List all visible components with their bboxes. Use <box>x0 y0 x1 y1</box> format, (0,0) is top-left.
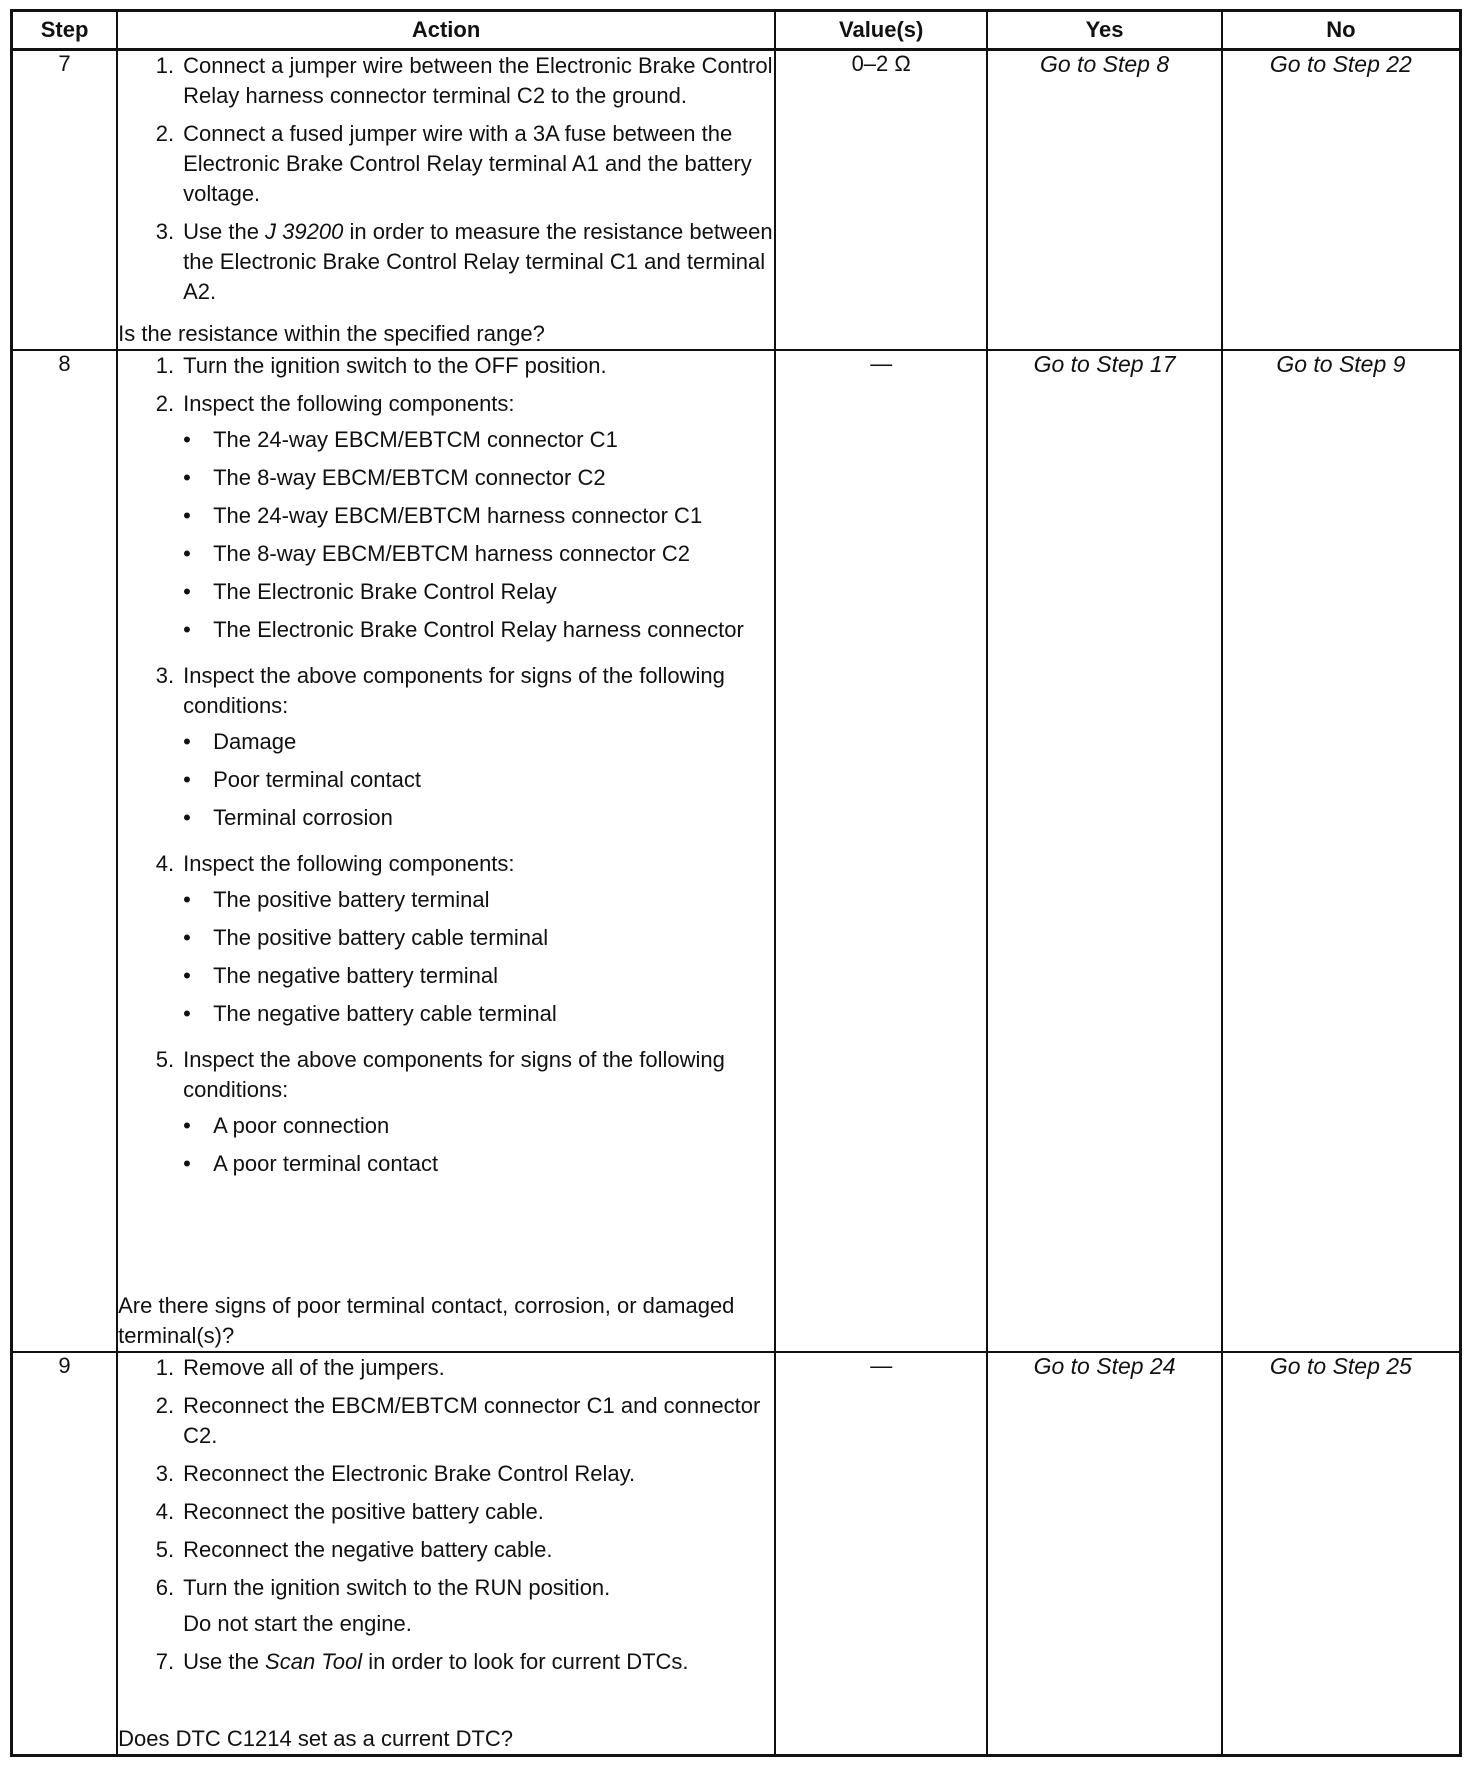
action-steps <box>118 1353 774 1685</box>
bullet-icon: • <box>183 962 191 988</box>
list-item: 3. Use the J 39200 in order to measure the resistance between the Electronic Brake Control Relay terminal C1 and terminal A2. <box>155 219 773 304</box>
diagnostic-table <box>10 9 1462 1757</box>
yes-outcome: Go to Step 24 <box>987 1352 1221 1756</box>
list-item: 5. Reconnect the negative battery cable. <box>155 1536 553 1562</box>
list-item: • The 24-way EBCM/EBTCM harness connector C1 <box>183 501 774 531</box>
list-item: • The Electronic Brake Control Relay harness connector <box>183 615 774 645</box>
header-no: No <box>1222 11 1461 50</box>
list-item: 2. Reconnect the EBCM/EBTCM connector C1 and connector C2. <box>155 1392 761 1448</box>
condition-list <box>183 1111 774 1179</box>
condition-list <box>183 727 774 833</box>
list-item: 7. Use the Scan Tool in order to look for current DTCs. <box>155 1648 689 1674</box>
list-item: 1. Turn the ignition switch to the OFF position. <box>155 352 607 378</box>
bullet-icon: • <box>183 924 191 950</box>
list-item: 3. Reconnect the Electronic Brake Control Relay. <box>155 1460 636 1486</box>
list-item: 2. Inspect the following components: • The 24-way EBCM/EBTCM connector C1 • The 8-way EBCM/EBTCM connector C2 • The 24-way EBCM/EBTCM harness connector C1 • The 8-way EBCM/EBTCM harness connector C2 • The Electronic Brake Control Relay • The Electronic Brake Control Relay harness connector <box>118 389 774 653</box>
action-steps <box>118 351 774 1195</box>
table-row-step-8 <box>12 350 1461 1352</box>
bullet-icon: • <box>183 464 191 490</box>
header-action: Action <box>117 11 775 50</box>
bullet-icon: • <box>183 1000 191 1026</box>
no-outcome: Go to Step 9 <box>1222 350 1461 1352</box>
step-number: 7 <box>12 50 118 350</box>
no-outcome: Go to Step 25 <box>1222 1352 1461 1756</box>
list-item: 4. Inspect the following components: • The positive battery terminal • The positive battery cable terminal • The negative battery terminal • The negative battery cable terminal <box>118 849 774 1037</box>
value-cell: — <box>775 1352 987 1756</box>
table-row-step-7 <box>12 50 1461 350</box>
decision-question: Are there signs of poor terminal contact, corrosion, or damaged terminal(s)? <box>118 1292 735 1348</box>
bullet-icon: • <box>183 540 191 566</box>
list-item: • The 24-way EBCM/EBTCM connector C1 <box>183 425 774 455</box>
list-item: • Terminal corrosion <box>183 803 774 833</box>
header-yes: Yes <box>987 11 1221 50</box>
bullet-icon: • <box>183 804 191 830</box>
list-item: • The positive battery cable terminal <box>183 923 774 953</box>
list-item: • The negative battery terminal <box>183 961 774 991</box>
action-cell <box>117 50 775 350</box>
value-cell: — <box>775 350 987 1352</box>
list-item: 6. Turn the ignition switch to the RUN position. Do not start the engine. <box>118 1573 774 1639</box>
no-outcome: Go to Step 22 <box>1222 50 1461 350</box>
header-values: Value(s) <box>775 11 987 50</box>
list-item: 1. Remove all of the jumpers. <box>155 1354 445 1380</box>
bullet-icon: • <box>183 616 191 642</box>
component-list <box>183 885 774 1029</box>
list-item: 5. Inspect the above components for signs of the following conditions: • A poor connection • A poor terminal contact <box>118 1045 774 1187</box>
list-item: • Poor terminal contact <box>183 765 774 795</box>
header-step: Step <box>12 11 118 50</box>
component-list <box>183 425 774 645</box>
bullet-icon: • <box>183 578 191 604</box>
decision-question: Is the resistance within the specified range? <box>118 320 545 346</box>
list-item: • The 8-way EBCM/EBTCM connector C2 <box>183 463 774 493</box>
table-header-row <box>12 11 1461 50</box>
bullet-icon: • <box>183 728 191 754</box>
list-item: 2. Connect a fused jumper wire with a 3A fuse between the Electronic Brake Control Relay terminal A1 and the battery voltage. <box>155 121 752 206</box>
list-item: • The negative battery cable terminal <box>183 999 774 1029</box>
bullet-icon: • <box>183 1112 191 1138</box>
bullet-icon: • <box>183 886 191 912</box>
bullet-icon: • <box>183 502 191 528</box>
action-cell <box>117 1352 775 1756</box>
list-item: 3. Inspect the above components for signs of the following conditions: • Damage • Poor terminal contact • Terminal corrosion <box>118 661 774 841</box>
action-steps <box>118 51 774 315</box>
tool-name: Scan Tool <box>265 1648 363 1674</box>
list-item: • A poor terminal contact <box>183 1149 774 1179</box>
list-item: 1. Connect a jumper wire between the Electronic Brake Control Relay harness connector terminal C2 to the ground. <box>155 53 773 108</box>
value-cell: 0–2 Ω <box>775 50 987 350</box>
step-number: 9 <box>12 1352 118 1756</box>
bullet-icon: • <box>183 1150 191 1176</box>
action-cell <box>117 350 775 1352</box>
yes-outcome: Go to Step 17 <box>987 350 1221 1352</box>
decision-question: Does DTC C1214 set as a current DTC? <box>118 1726 514 1751</box>
list-item: 4. Reconnect the positive battery cable. <box>155 1498 544 1524</box>
list-item: • The positive battery terminal <box>183 885 774 915</box>
list-item: • A poor connection <box>183 1111 774 1141</box>
tool-name: J 39200 <box>265 219 344 244</box>
step-number: 8 <box>12 350 118 1352</box>
table-row-step-9 <box>12 1352 1461 1756</box>
list-item: • Damage <box>183 727 774 757</box>
bullet-icon: • <box>183 766 191 792</box>
bullet-icon: • <box>183 426 191 452</box>
list-item: • The 8-way EBCM/EBTCM harness connector C2 <box>183 539 774 569</box>
yes-outcome: Go to Step 8 <box>987 50 1221 350</box>
list-item: • The Electronic Brake Control Relay <box>183 577 774 607</box>
step-note: Do not start the engine. <box>183 1610 412 1636</box>
